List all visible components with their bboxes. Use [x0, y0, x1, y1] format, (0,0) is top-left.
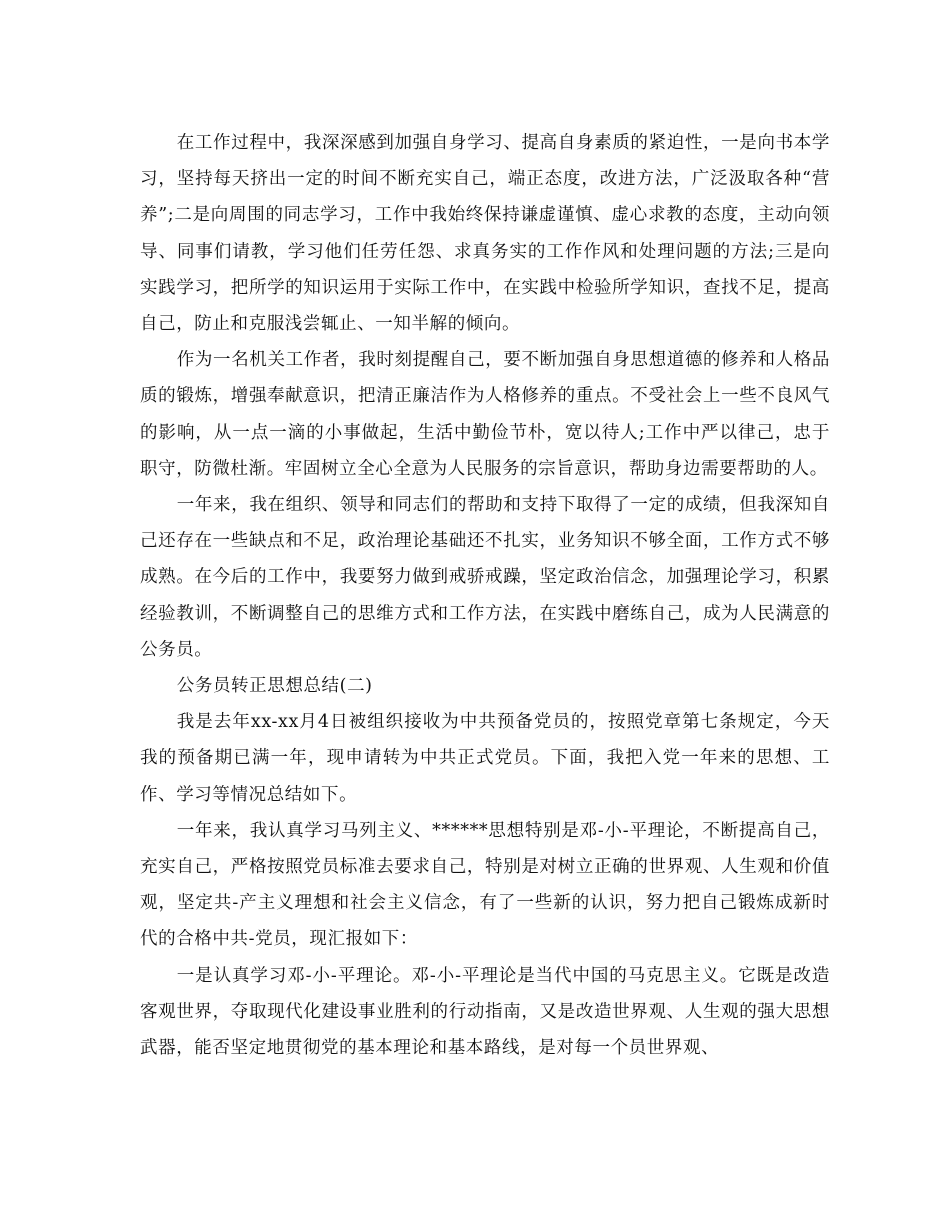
paragraph: 作为一名机关工作者，我时刻提醒自己，要不断加强自身思想道德的修养和人格品质的锻炼，增强奉献意识，把清正廉洁作为人格修养的重点。不受社会上一些不良风气的影响，从一点一滴的小事做起，生活中勤俭节朴，宽以待人;工作中严以律己，忠于职守，防微杜渐。牢固树立全心全意为人民服务的宗旨意识，帮助身边需要帮助的人。: [140, 350, 830, 479]
paragraph: 我是去年xx-xx月4日被组织接收为中共预备党员的，按照党章第七条规定，今天我的预备期已满一年，现申请转为中共正式党员。下面，我把入党一年来的思想、工作、学习等情况总结如下。: [140, 712, 830, 805]
paragraph: 一年来，我认真学习马列主义、******思想特别是邓-小-平理论，不断提高自己，充实自己，严格按照党员标准去要求自己，特别是对树立正确的世界观、人生观和价值观，坚定共-产主义理想和社会主义信念，有了一些新的认识，努力把自己锻炼成新时代的合格中共-党员，现汇报如下：: [140, 820, 830, 950]
section-heading: 公务员转正思想总结(二): [176, 676, 373, 697]
paragraph: 在工作过程中，我深深感到加强自身学习、提高自身素质的紧迫性，一是向书本学习，坚持每天挤出一定的时间不断充实自己，端正态度，改进方法，广泛汲取各种“营养”;二是向周围的同志学习，工作中我始终保持谦虚谨慎、虚心求教的态度，主动向领导、同事们请教，学习他们任劳任怨、求真务实的工作作风和处理问题的方法;三是向实践学习，把所学的知识运用于实际工作中，在实践中检验所学知识，查找不足，提高自己，防止和克服浅尝辄止、一知半解的倾向。: [140, 133, 830, 335]
paragraph: 一是认真学习邓-小-平理论。邓-小-平理论是当代中国的马克思主义。它既是改造客观世界，夺取现代化建设事业胜利的行动指南，又是改造世界观、人生观的强大思想武器，能否坚定地贯彻党的基本理论和基本路线，是对每一个员世界观、: [140, 965, 830, 1059]
paragraph: 一年来，我在组织、领导和同志们的帮助和支持下取得了一定的成绩，但我深知自己还存在一些缺点和不足，政治理论基础还不扎实，业务知识不够全面，工作方式不够成熟。在今后的工作中，我要努力做到戒骄戒躁，坚定政治信念，加强理论学习，积累经验教训，不断调整自己的思维方式和工作方法，在实践中磨练自己，成为人民满意的公务员。: [140, 495, 830, 660]
document-body: [140, 125, 830, 1066]
